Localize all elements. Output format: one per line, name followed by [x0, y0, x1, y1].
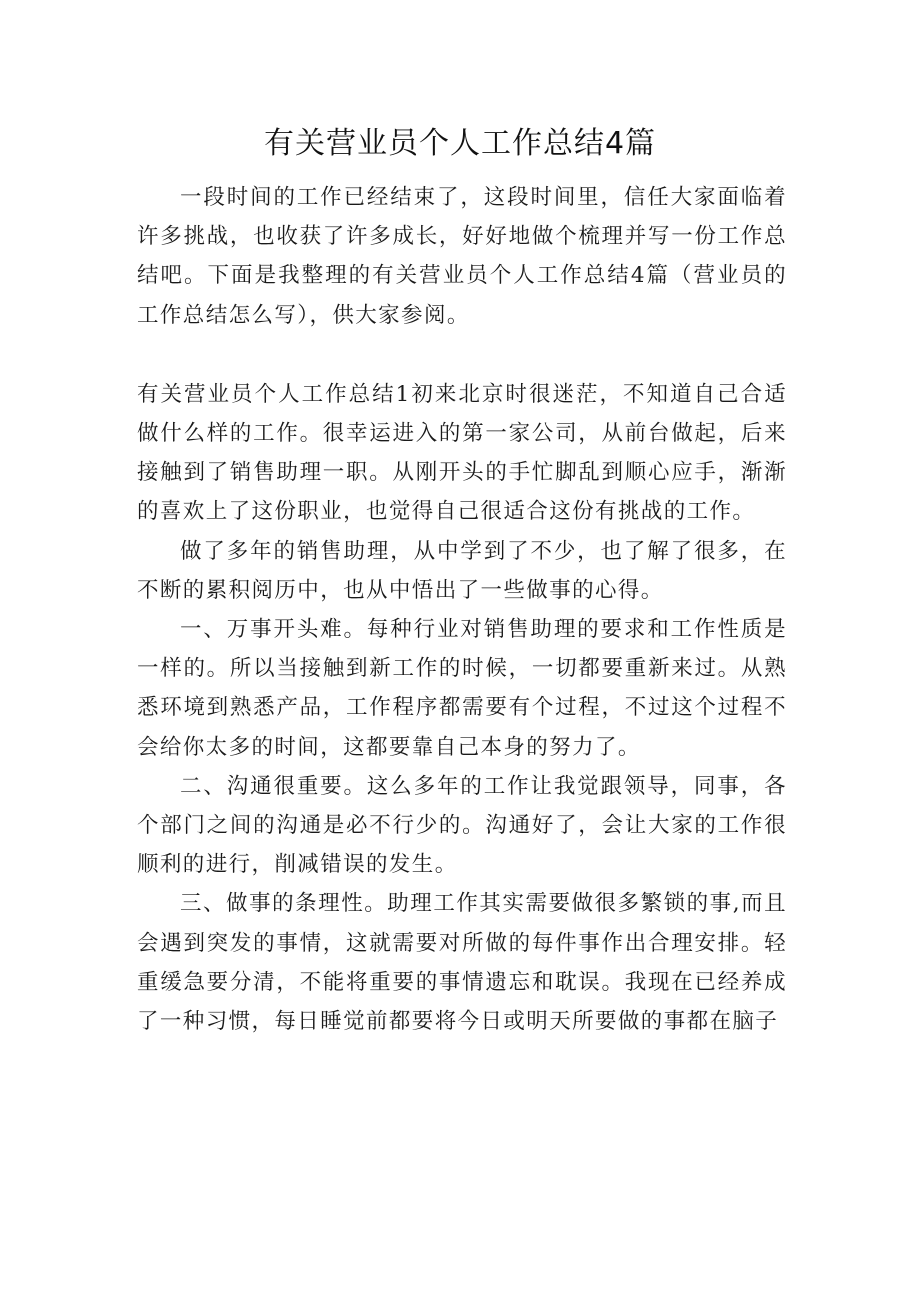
document-body	[137, 178, 787, 1041]
section-1-paragraph: 有关营业员个人工作总结1初来北京时很迷茫，不知道自己合适做什么样的工作。很幸运进入的第一家公司，从前台做起，后来接触到了销售助理一职。从刚开头的手忙脚乱到顺心应手，渐渐的喜欢上了这份职业，也觉得自己很适合这份有挑战的工作。	[137, 381, 787, 525]
point-3-paragraph: 三、做事的条理性。助理工作其实需要做很多繁锁的事,而且会遇到突发的事情，这就需要对所做的每件事作出合理安排。轻重缓急要分清，不能将重要的事情遗忘和耽误。我现在已经养成了一种习惯，每日睡觉前都要将今日或明天所要做的事都在脑子	[137, 891, 787, 1035]
intro-paragraph: 一段时间的工作已经结束了，这段时间里，信任大家面临着许多挑战，也收获了许多成长，好好地做个梳理并写一份工作总结吧。下面是我整理的有关营业员个人工作总结4篇（营业员的工作总结怎么写），供大家参阅。	[137, 185, 787, 328]
paragraph-gap	[137, 335, 787, 375]
point-1-paragraph: 一、万事开头难。每种行业对销售助理的要求和工作性质是一样的。所以当接触到新工作的时候，一切都要重新来过。从熟悉环境到熟悉产品，工作程序都需要有个过程，不过这个过程不会给你太多的时间，这都要靠自己本身的努力了。	[137, 617, 787, 760]
document-title: 有关营业员个人工作总结4篇	[263, 126, 657, 161]
body-paragraph: 做了多年的销售助理，从中学到了不少，也了解了很多，在不断的累积阅历中，也从中悟出了一些做事的心得。	[137, 538, 787, 603]
point-2-paragraph: 二、沟通很重要。这么多年的工作让我觉跟领导，同事，各个部门之间的沟通是必不行少的。沟通好了，会让大家的工作很顺利的进行，削减错误的发生。	[137, 773, 787, 878]
